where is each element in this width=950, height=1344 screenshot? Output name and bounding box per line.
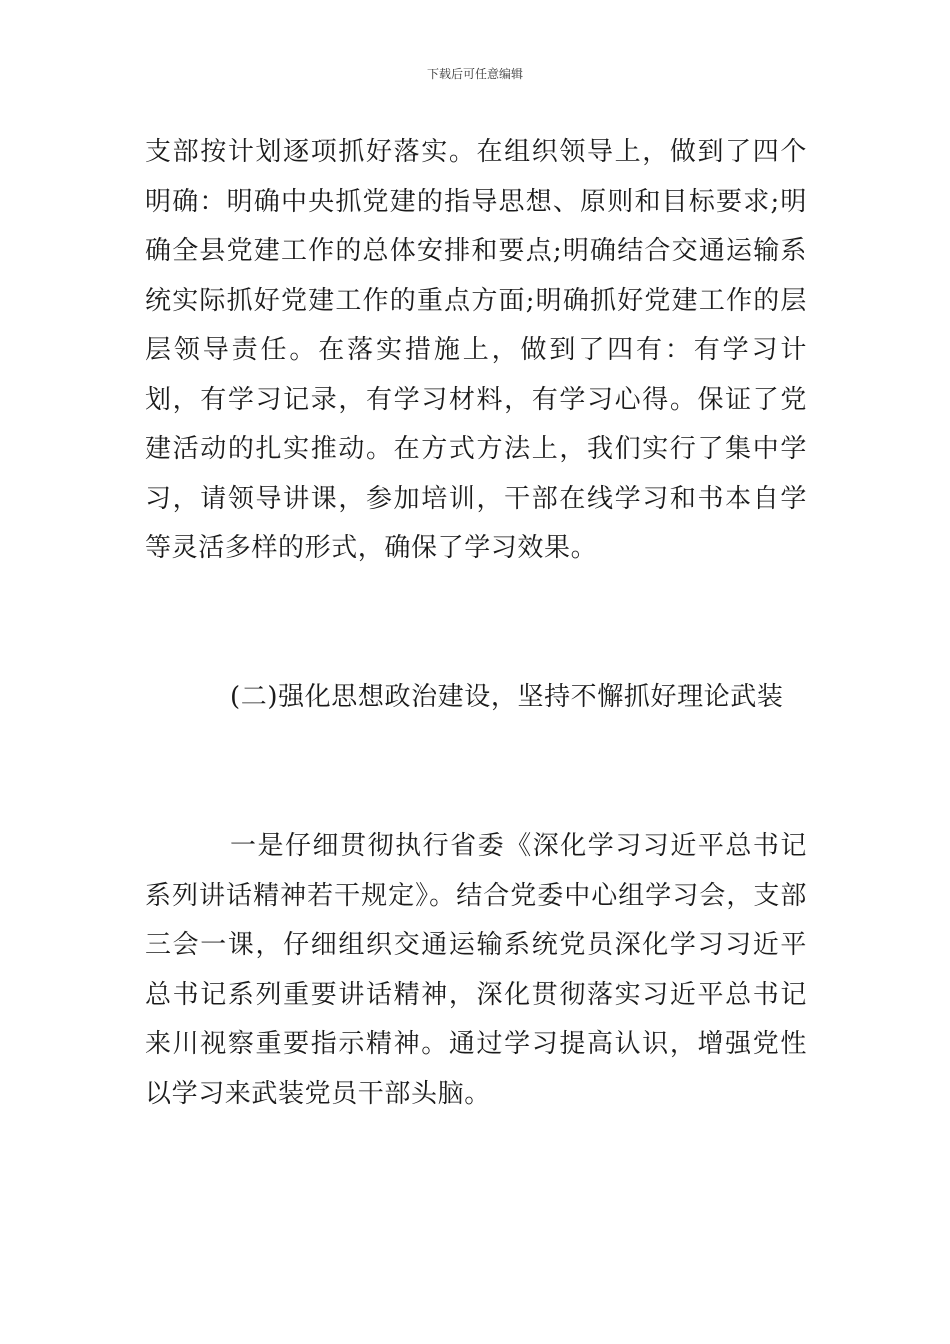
body-paragraph-1: 支部按计划逐项抓好落实。在组织领导上，做到了四个明确：明确中央抓党建的指导思想、原则和目标要求;明确全县党建工作的总体安排和要点;明确结合交通运输系统实际抓好党建工作的重点方面;明确抓好党建工作的层层领导责任。在落实措施上，做到了四有：有学习计划，有学习记录，有学习材料，有学习心得。保证了党建活动的扎实推动。在方式方法上，我们实行了集中学习，请领导讲课，参加培训，干部在线学习和书本自学等灵活多样的形式，确保了学习效果。	[145, 137, 807, 563]
body-paragraph-2: 一是仔细贯彻执行省委《深化学习习近平总书记系列讲话精神若干规定》。结合党委中心组学习会，支部三会一课，仔细组织交通运输系统党员深化学习习近平总书记系列重要讲话精神，深化贯彻落实习近平总书记来川视察重要指示精神。通过学习提高认识，增强党性以学习来武装党员干部头脑。	[145, 831, 807, 1109]
page-header-note: 下载后可任意编辑	[426, 67, 523, 81]
section-heading: (二)强化思想政治建设，坚持不懈抓好理论武装	[230, 682, 784, 712]
